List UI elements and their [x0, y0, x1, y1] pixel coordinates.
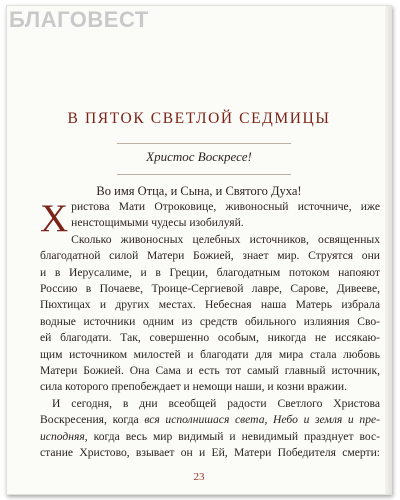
text-line: Матери Божией. Она Сама и есть тот самый главный источник, — [40, 364, 380, 378]
text-line — [40, 429, 380, 445]
text-span: Воскресения, когда — [40, 413, 145, 427]
text-line: благодатной силой Матери Божией, знает мир. Струятся они — [40, 249, 380, 263]
text-line: Россию в Почаеве, Троице-Сергиевой лавре, Сарове, Дивееве, — [40, 282, 380, 296]
text-line: Пюхтицах и других местах. Небесная наша Матерь избрала — [40, 298, 380, 312]
book-page — [6, 5, 392, 495]
text-line: сила которого препобеждает и немощи наши, и козни вражии. — [40, 380, 348, 394]
watermark-logo: БЛАГОВЕСТ — [9, 7, 149, 32]
page-number: 23 — [193, 471, 205, 483]
paragraph-3 — [40, 396, 380, 462]
body-text — [40, 199, 380, 462]
title-rule-bottom — [117, 174, 291, 175]
text-line: И сегодня, в дни всеобщей радости Светлого Христова — [52, 396, 380, 410]
invocation: Во имя Отца, и Сына, и Святого Духа! — [96, 184, 302, 198]
text-line: щим источником милостей и благодати для мира стала любовь — [40, 347, 380, 361]
text-line: водные источники одним из средств обильного излияния Сво- — [40, 314, 380, 328]
text-line: ристова Мати Отроковице, живоносный источниче, иже — [71, 200, 380, 213]
greeting: Христос Воскресе! — [146, 149, 252, 164]
drop-cap: Х — [40, 197, 69, 240]
italic-quote: вся исполнишася света, Небо и земля и пре- — [144, 413, 380, 427]
text-span: , когда весь мир видимый и невидимый празднует вос- — [84, 429, 380, 443]
text-line: ненстощимыми чудесы изобилуяй. — [71, 216, 244, 230]
text-line: стание Христово, взывает он и Ей, Матери Победителя смерти: — [40, 446, 380, 460]
text-line: и в Иерусалиме, и в Греции, благодатным потоком напояют — [40, 265, 380, 279]
title-rule-top — [117, 143, 291, 144]
text-line: ей благодати. Так, совершенно особым, никогда не иссякаю- — [40, 331, 380, 345]
paragraph-2 — [40, 232, 380, 396]
text-line: Сколько живоносных целебных источников, освященных — [71, 232, 380, 246]
page-edge — [385, 6, 391, 494]
chapter-title: В ПЯТОК СВЕТЛОЙ СЕДМИЦЫ — [67, 110, 331, 127]
italic-quote: исподняя — [40, 429, 85, 443]
text-line — [40, 412, 380, 428]
